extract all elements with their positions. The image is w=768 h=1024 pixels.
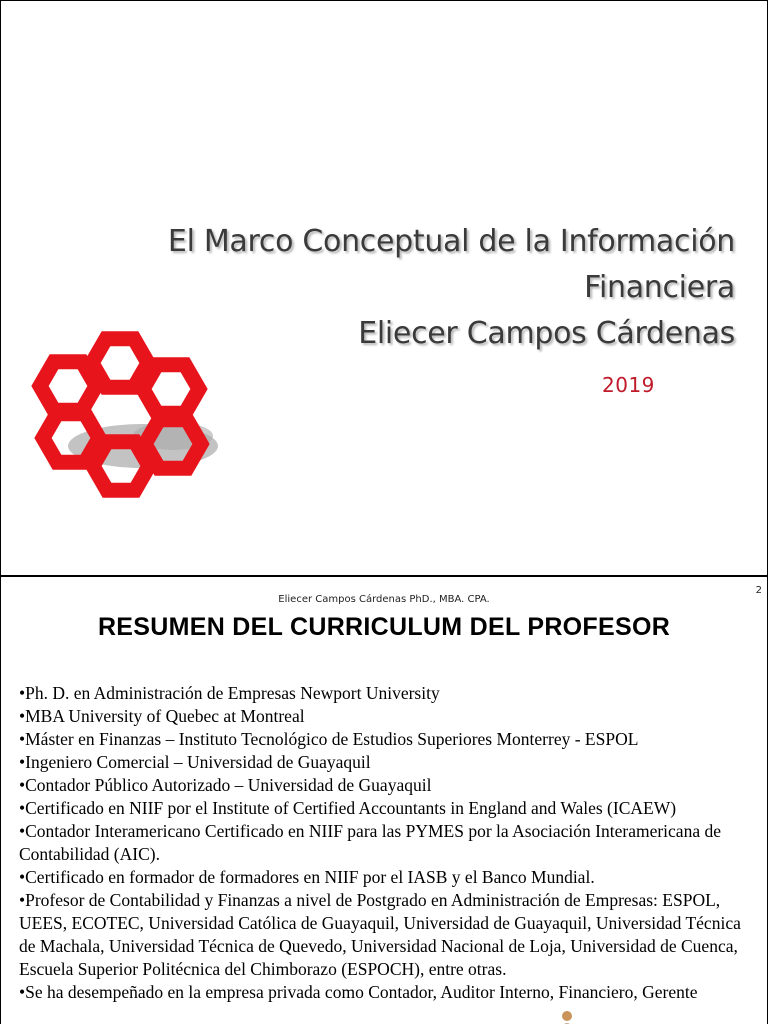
list-item: •Certificado en NIIF por el Institute of Certified Accountants in England and Wales (ICAEW) xyxy=(19,798,677,818)
list-item: •Se ha desempeñado en la empresa privada como Contador, Auditor Interno, Financiero, Gerente xyxy=(19,982,698,1002)
list-item: •Ph. D. en Administración de Empresas Newport University xyxy=(19,683,440,703)
logo-hexagon xyxy=(43,414,99,462)
list-item: •Contador Público Autorizado – Universidad de Guayaquil xyxy=(19,775,432,795)
logo-hexagon xyxy=(143,365,199,413)
presentation-title xyxy=(75,219,735,357)
list-item: •Profesor de Contabilidad y Finanzas a nivel de Postgrado en Administración de Empresas: ESPOL, UEES, ECOTEC, Universidad Católica de Guayaquil, Universidad de Guayaquil, Universidad Técnica de Machala, Universidad Técnica de Quevedo, Universidad Nacional de Loja, Universidad de Cuenca, Escuela Superior Politécnica del Chimborazo (ESPOCH), entre otras. xyxy=(19,890,741,979)
list-item: •Contador Interamericano Certificado en NIIF para las PYMES por la Asociación Interamericana de Contabilidad (AIC). xyxy=(19,821,721,864)
list-item: •Ingeniero Comercial – Universidad de Guayaquil xyxy=(19,752,371,772)
slide-header-note: Eliecer Campos Cárdenas PhD., MBA. CPA. xyxy=(278,594,490,605)
list-item: •Certificado en formador de formadores en NIIF por el IASB y el Banco Mundial. xyxy=(19,867,595,887)
author-name: Eliecer Campos Cárdenas xyxy=(358,316,735,351)
curriculum-slide xyxy=(0,575,768,1024)
title-line: El Marco Conceptual de la Información xyxy=(167,224,735,259)
curriculum-list xyxy=(19,682,754,1004)
list-item: •MBA University of Quebec at Montreal xyxy=(19,706,305,726)
list-item: •Máster en Finanzas – Instituto Tecnológico de Estudios Superiores Monterrey - ESPOL xyxy=(19,729,639,749)
slide-title: RESUMEN DEL CURRICULUM DEL PROFESOR xyxy=(97,613,671,641)
year-label: 2019 xyxy=(602,373,655,397)
person-icon xyxy=(554,1009,580,1024)
title-line: Financiera xyxy=(584,270,735,305)
page-number: 2 xyxy=(755,585,762,596)
